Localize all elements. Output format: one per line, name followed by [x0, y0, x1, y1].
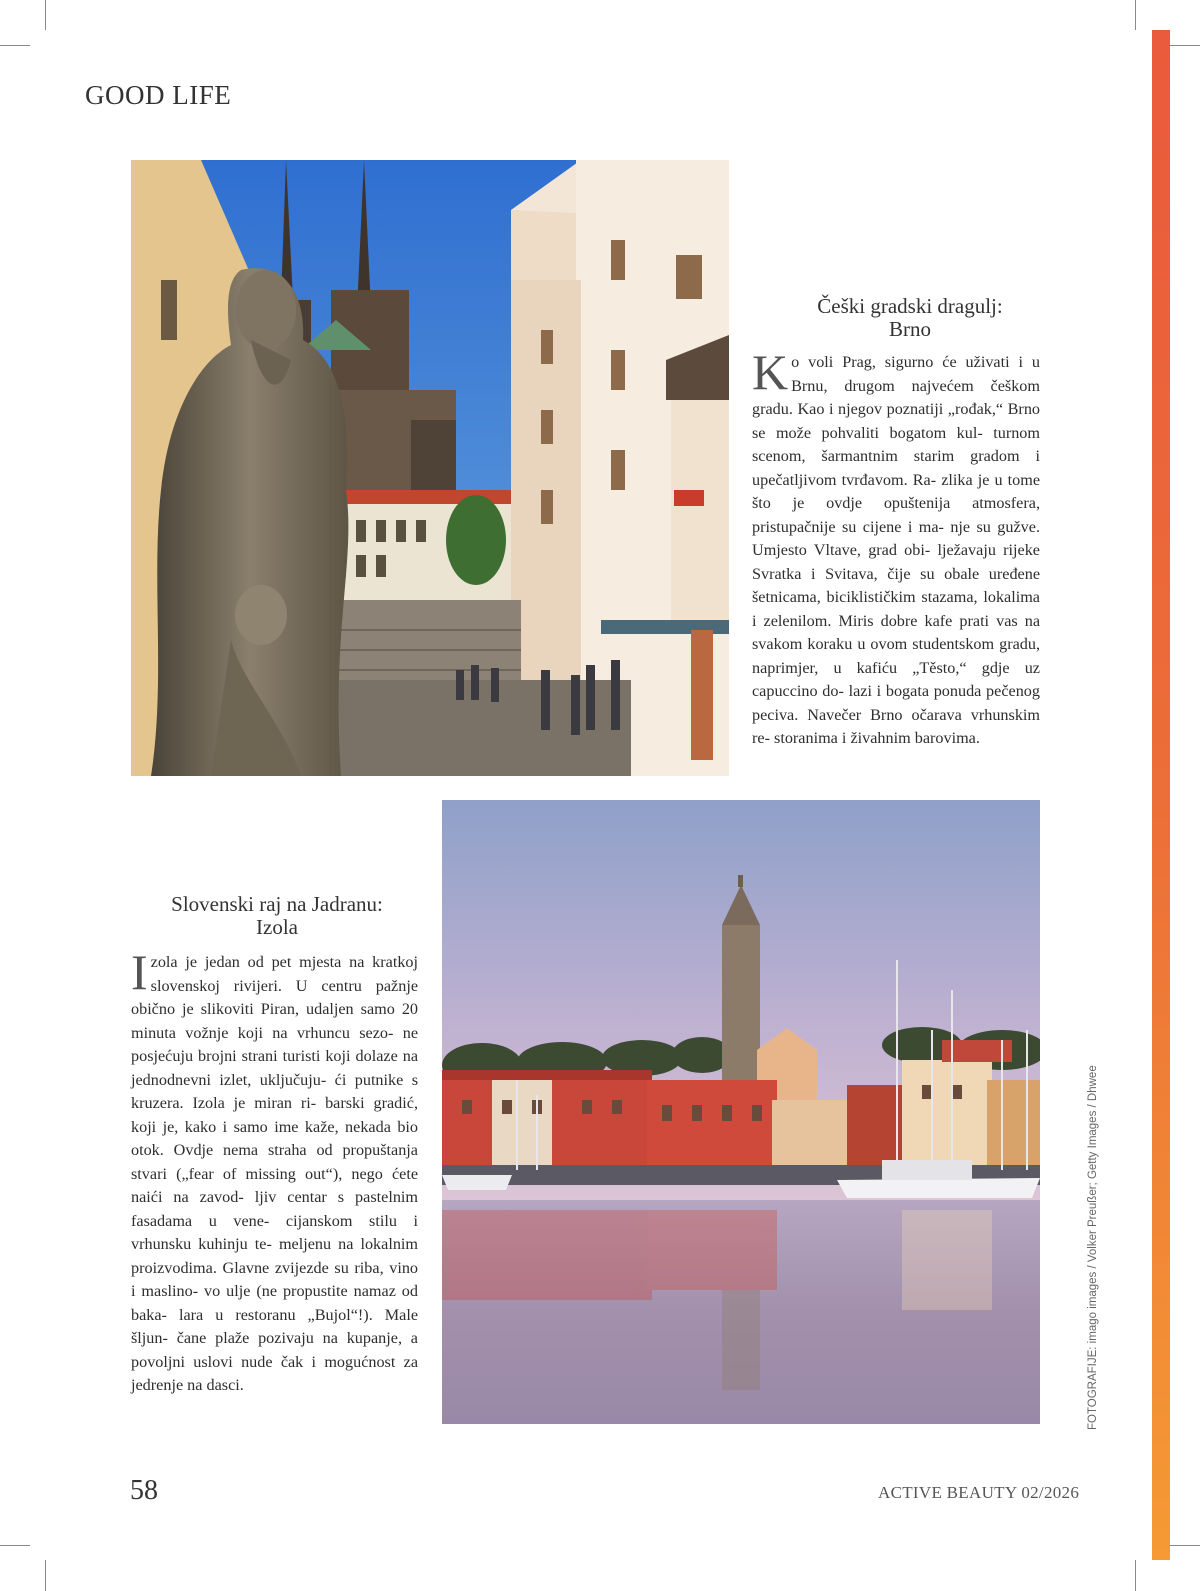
text-line: 20 minuta vožnje koji na vrhuncu sezo- [131, 1000, 418, 1042]
text-line: slovenskoj rivijeri. U centru pažnje [150, 976, 418, 995]
text-line: lježavaju rijeke Svratka i Svitava, čije su [752, 541, 1040, 583]
text-line: Brnu, drugom najvećem češkom [791, 376, 1040, 395]
page-number: 58 [130, 1475, 158, 1506]
brno-title-line2: Brno [889, 317, 931, 341]
crop-mark [1135, 1560, 1136, 1591]
crop-mark [0, 45, 30, 46]
text-line: zlika je u tome što je ovdje opuštenija [752, 470, 1040, 512]
izola-heading [132, 893, 422, 939]
accent-bar [1152, 30, 1170, 1560]
text-line: vo ulje (ne propustite namaz od baka- [131, 1282, 418, 1324]
text-line: obale uređene šetnicama, biciklističkim [752, 564, 1041, 606]
text-line: Navečer Brno očarava vrhunskim re- [752, 705, 1041, 747]
text-line: missing out“), nego ćete naići na zavod- [131, 1164, 419, 1206]
text-line: cijanskom stilu i vrhunsku kuhinju te- [131, 1211, 419, 1253]
crop-mark [1170, 45, 1200, 46]
text-line: o voli Prag, sigurno će uživati i u [791, 353, 1040, 371]
text-line: nje su gužve. Umjesto Vltave, grad obi- [752, 517, 1040, 559]
text-line: zola je jedan od pet mjesta na kratkoj [150, 953, 418, 971]
text-line: kaže, nekada bio otok. Ovdje nema [131, 1117, 419, 1159]
brno-body [752, 344, 1041, 751]
text-line: gradom i upečatljivom tvrđavom. Ra- [752, 447, 1040, 489]
text-line: barski gradić, koji je, kako i samo ime [131, 1094, 418, 1136]
izola-title-line2: Izola [256, 915, 298, 939]
izola-photo [442, 800, 1040, 1424]
crop-mark [0, 1545, 30, 1546]
text-line: ljiv centar s pastelnim fasadama u vene- [131, 1188, 419, 1230]
dropcap: I [131, 944, 148, 1000]
text-line: Brno se može pohvaliti bogatom kul- [752, 400, 1040, 442]
text-line: stazama, lokalima i zelenilom. Miris [752, 588, 1040, 630]
text-line: ći putnike s kruzera. Izola je miran ri- [131, 1070, 419, 1112]
brno-photo [131, 160, 729, 776]
text-line: lazi i bogata ponuda pečenog peciva. [752, 682, 1040, 724]
text-line: u kafiću „Těsto,“ gdje uz capuccino do- [752, 658, 1040, 700]
text-line: ne posjećuju brojni strani turisti koji [131, 1023, 419, 1065]
text-line: jedrenje na dasci. [131, 1376, 244, 1394]
crop-mark [1170, 1545, 1200, 1546]
text-line: u ovom studentskom gradu, naprimjer, [752, 635, 1041, 677]
photo-credit: FOTOGRAFIJE: imago images / Volker Preußer; Getty Images / Dhwee [1087, 1065, 1099, 1430]
izola-title-line1: Slovenski raj na Jadranu: [171, 892, 383, 916]
text-line: gradu. Kao i njegov poznatiji „rođak,“ [752, 400, 1004, 418]
crop-mark [45, 0, 46, 30]
text-line: obično je slikoviti Piran, udaljen samo [131, 1000, 395, 1018]
text-line: Glavne zvijezde su riba, vino i maslino- [131, 1258, 419, 1300]
section-label: GOOD LIFE [85, 80, 232, 110]
text-line: turnom scenom, šarmantnim starim [752, 423, 1040, 465]
crop-mark [1135, 0, 1136, 30]
text-line: meljenu na lokalnim proizvodima. [131, 1235, 418, 1277]
brno-heading [740, 295, 1080, 341]
text-line: straha od propuštanja stvari („fear of [131, 1141, 418, 1183]
brno-title-line1: Češki gradski dragulj: [817, 294, 1003, 318]
crop-mark [45, 1560, 46, 1591]
text-line: dolaze na jednodnevni izlet, uključuju- [131, 1047, 419, 1089]
text-line: lara u restoranu „Bujol“!). Male šljun- [131, 1305, 418, 1347]
text-line: povoljni uslovi nude čak i mogućnost za [131, 1352, 418, 1371]
text-line: storanima i živahnim barovima. [774, 729, 980, 747]
text-line: atmosfera, pristupačnije su cijene i ma- [752, 494, 1040, 536]
text-line: dobre kafe prati vas na svakom koraku [752, 611, 1041, 653]
dropcap: K [752, 344, 789, 400]
magazine-folio: ACTIVE BEAUTY 02/2026 [878, 1483, 1080, 1502]
izola-body [131, 944, 419, 1398]
text-line: čane plaže pozivaju na kupanje, a [176, 1329, 418, 1347]
